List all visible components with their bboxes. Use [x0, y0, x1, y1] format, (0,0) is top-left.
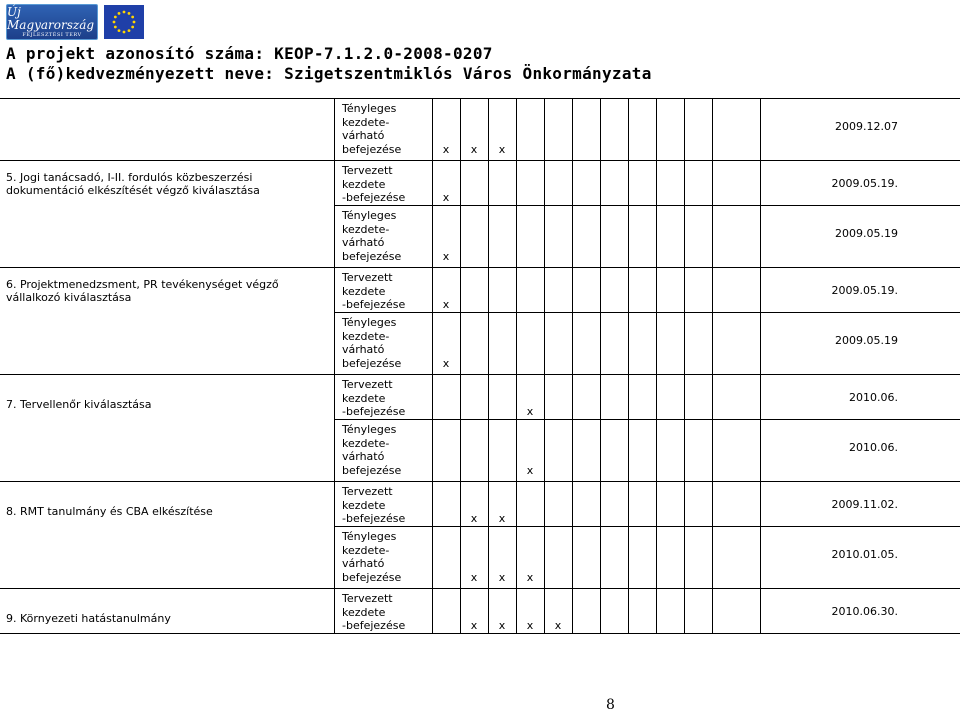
planned-label: Tervezett: [342, 164, 393, 177]
eu-star-icon: [123, 31, 126, 34]
actual-label: kezdete-: [342, 329, 390, 343]
schedule-mark: x: [498, 619, 506, 632]
actual-label: kezdete-: [342, 436, 390, 450]
schedule-mark: x: [526, 619, 534, 632]
actual-label: várható: [342, 557, 385, 570]
date-value: 2009.05.19.: [831, 177, 898, 190]
schedule-mark: x: [526, 405, 534, 418]
eu-star-icon: [123, 11, 126, 14]
actual-label: befejezése: [342, 570, 402, 584]
page-number: 8: [606, 697, 615, 713]
date-value: 2010.06.30.: [831, 605, 898, 618]
planned-label: -befejezése: [342, 191, 406, 204]
actual-label: kezdete-: [342, 543, 390, 557]
planned-label: Tervezett: [342, 592, 393, 605]
date-value: 2009.05.19.: [831, 284, 898, 297]
task-title: 5. Jogi tanácsadó, I-II. fordulós közbeszerzési: [6, 171, 253, 184]
date-value: 2010.01.05.: [831, 548, 898, 561]
planned-label: kezdete: [342, 391, 386, 405]
actual-label: befejezése: [342, 463, 402, 477]
planned-label: Tervezett: [342, 378, 393, 391]
eu-star-icon: [118, 29, 121, 32]
schedule-mark: x: [470, 570, 478, 584]
planned-label: -befejezése: [342, 405, 406, 418]
eu-star-icon: [113, 21, 116, 24]
task-title: 9. Környezeti hatástanulmány: [6, 612, 171, 625]
schedule-mark: x: [442, 191, 450, 204]
schedule-mark: x: [442, 142, 450, 156]
schedule-mark: x: [498, 512, 506, 525]
planned-label: -befejezése: [342, 512, 406, 525]
planned-label: -befejezése: [342, 619, 406, 632]
eu-star-icon: [131, 26, 134, 29]
schedule-mark: x: [470, 142, 478, 156]
task-title: dokumentáció elkészítését végző kiválasztása: [6, 184, 260, 197]
planned-label: Tervezett: [342, 485, 393, 498]
eu-star-icon: [128, 12, 131, 15]
planned-label: kezdete: [342, 498, 386, 512]
schedule-mark: x: [526, 463, 534, 477]
actual-label: kezdete-: [342, 115, 390, 129]
schedule-mark: x: [442, 298, 450, 311]
schedule-mark: x: [498, 142, 506, 156]
eu-star-icon: [131, 16, 134, 19]
eu-star-icon: [114, 26, 117, 29]
planned-label: Tervezett: [342, 271, 393, 284]
eu-star-icon: [128, 29, 131, 32]
planned-label: kezdete: [342, 284, 386, 298]
schedule-mark: x: [442, 249, 450, 263]
schedule-mark: x: [470, 619, 478, 632]
schedule-mark: x: [470, 512, 478, 525]
actual-label: Tényleges: [342, 102, 397, 115]
actual-label: várható: [342, 129, 385, 142]
actual-label: Tényleges: [342, 316, 397, 329]
logo-subtext: FEJLESZTÉSI TERV: [22, 32, 82, 38]
actual-label: várható: [342, 343, 385, 356]
eu-star-icon: [114, 16, 117, 19]
date-value: 2009.11.02.: [831, 498, 898, 511]
actual-label: Tényleges: [342, 423, 397, 436]
actual-label: kezdete-: [342, 222, 390, 236]
planned-label: kezdete: [342, 605, 386, 619]
schedule-mark: x: [526, 570, 534, 584]
schedule-mark: x: [498, 570, 506, 584]
header-logos: [6, 2, 144, 42]
actual-label: várható: [342, 450, 385, 463]
schedule-mark: x: [554, 619, 562, 632]
eu-flag-icon: [104, 5, 144, 39]
planned-label: -befejezése: [342, 298, 406, 311]
schedule-mark: x: [442, 356, 450, 370]
planned-label: kezdete: [342, 177, 386, 191]
actual-label: befejezése: [342, 249, 402, 263]
task-title: 7. Tervellenőr kiválasztása: [6, 398, 152, 411]
task-title: 8. RMT tanulmány és CBA elkészítése: [6, 505, 213, 518]
actual-label: várható: [342, 236, 385, 249]
uj-magyarorszag-logo: [6, 4, 98, 40]
task-title: vállalkozó kiválasztása: [6, 291, 132, 304]
beneficiary-line: A (fő)kedvezményezett neve: Szigetszentmiklós Város Önkormányzata: [6, 64, 652, 83]
actual-label: Tényleges: [342, 209, 397, 222]
date-value: 2009.12.07: [835, 120, 898, 133]
date-value: 2010.06.: [849, 441, 898, 454]
date-value: 2010.06.: [849, 391, 898, 404]
eu-star-icon: [118, 12, 121, 15]
eu-star-icon: [133, 21, 136, 24]
task-title: 6. Projektmenedzsment, PR tevékenységet végző: [6, 278, 279, 291]
date-value: 2009.05.19: [835, 227, 898, 240]
actual-label: befejezése: [342, 142, 402, 156]
date-value: 2009.05.19: [835, 334, 898, 347]
logo-text: Új Magyarország: [7, 5, 95, 32]
project-id-line: A projekt azonosító száma: KEOP-7.1.2.0-2008-0207: [6, 44, 493, 63]
actual-label: Tényleges: [342, 530, 397, 543]
actual-label: befejezése: [342, 356, 402, 370]
